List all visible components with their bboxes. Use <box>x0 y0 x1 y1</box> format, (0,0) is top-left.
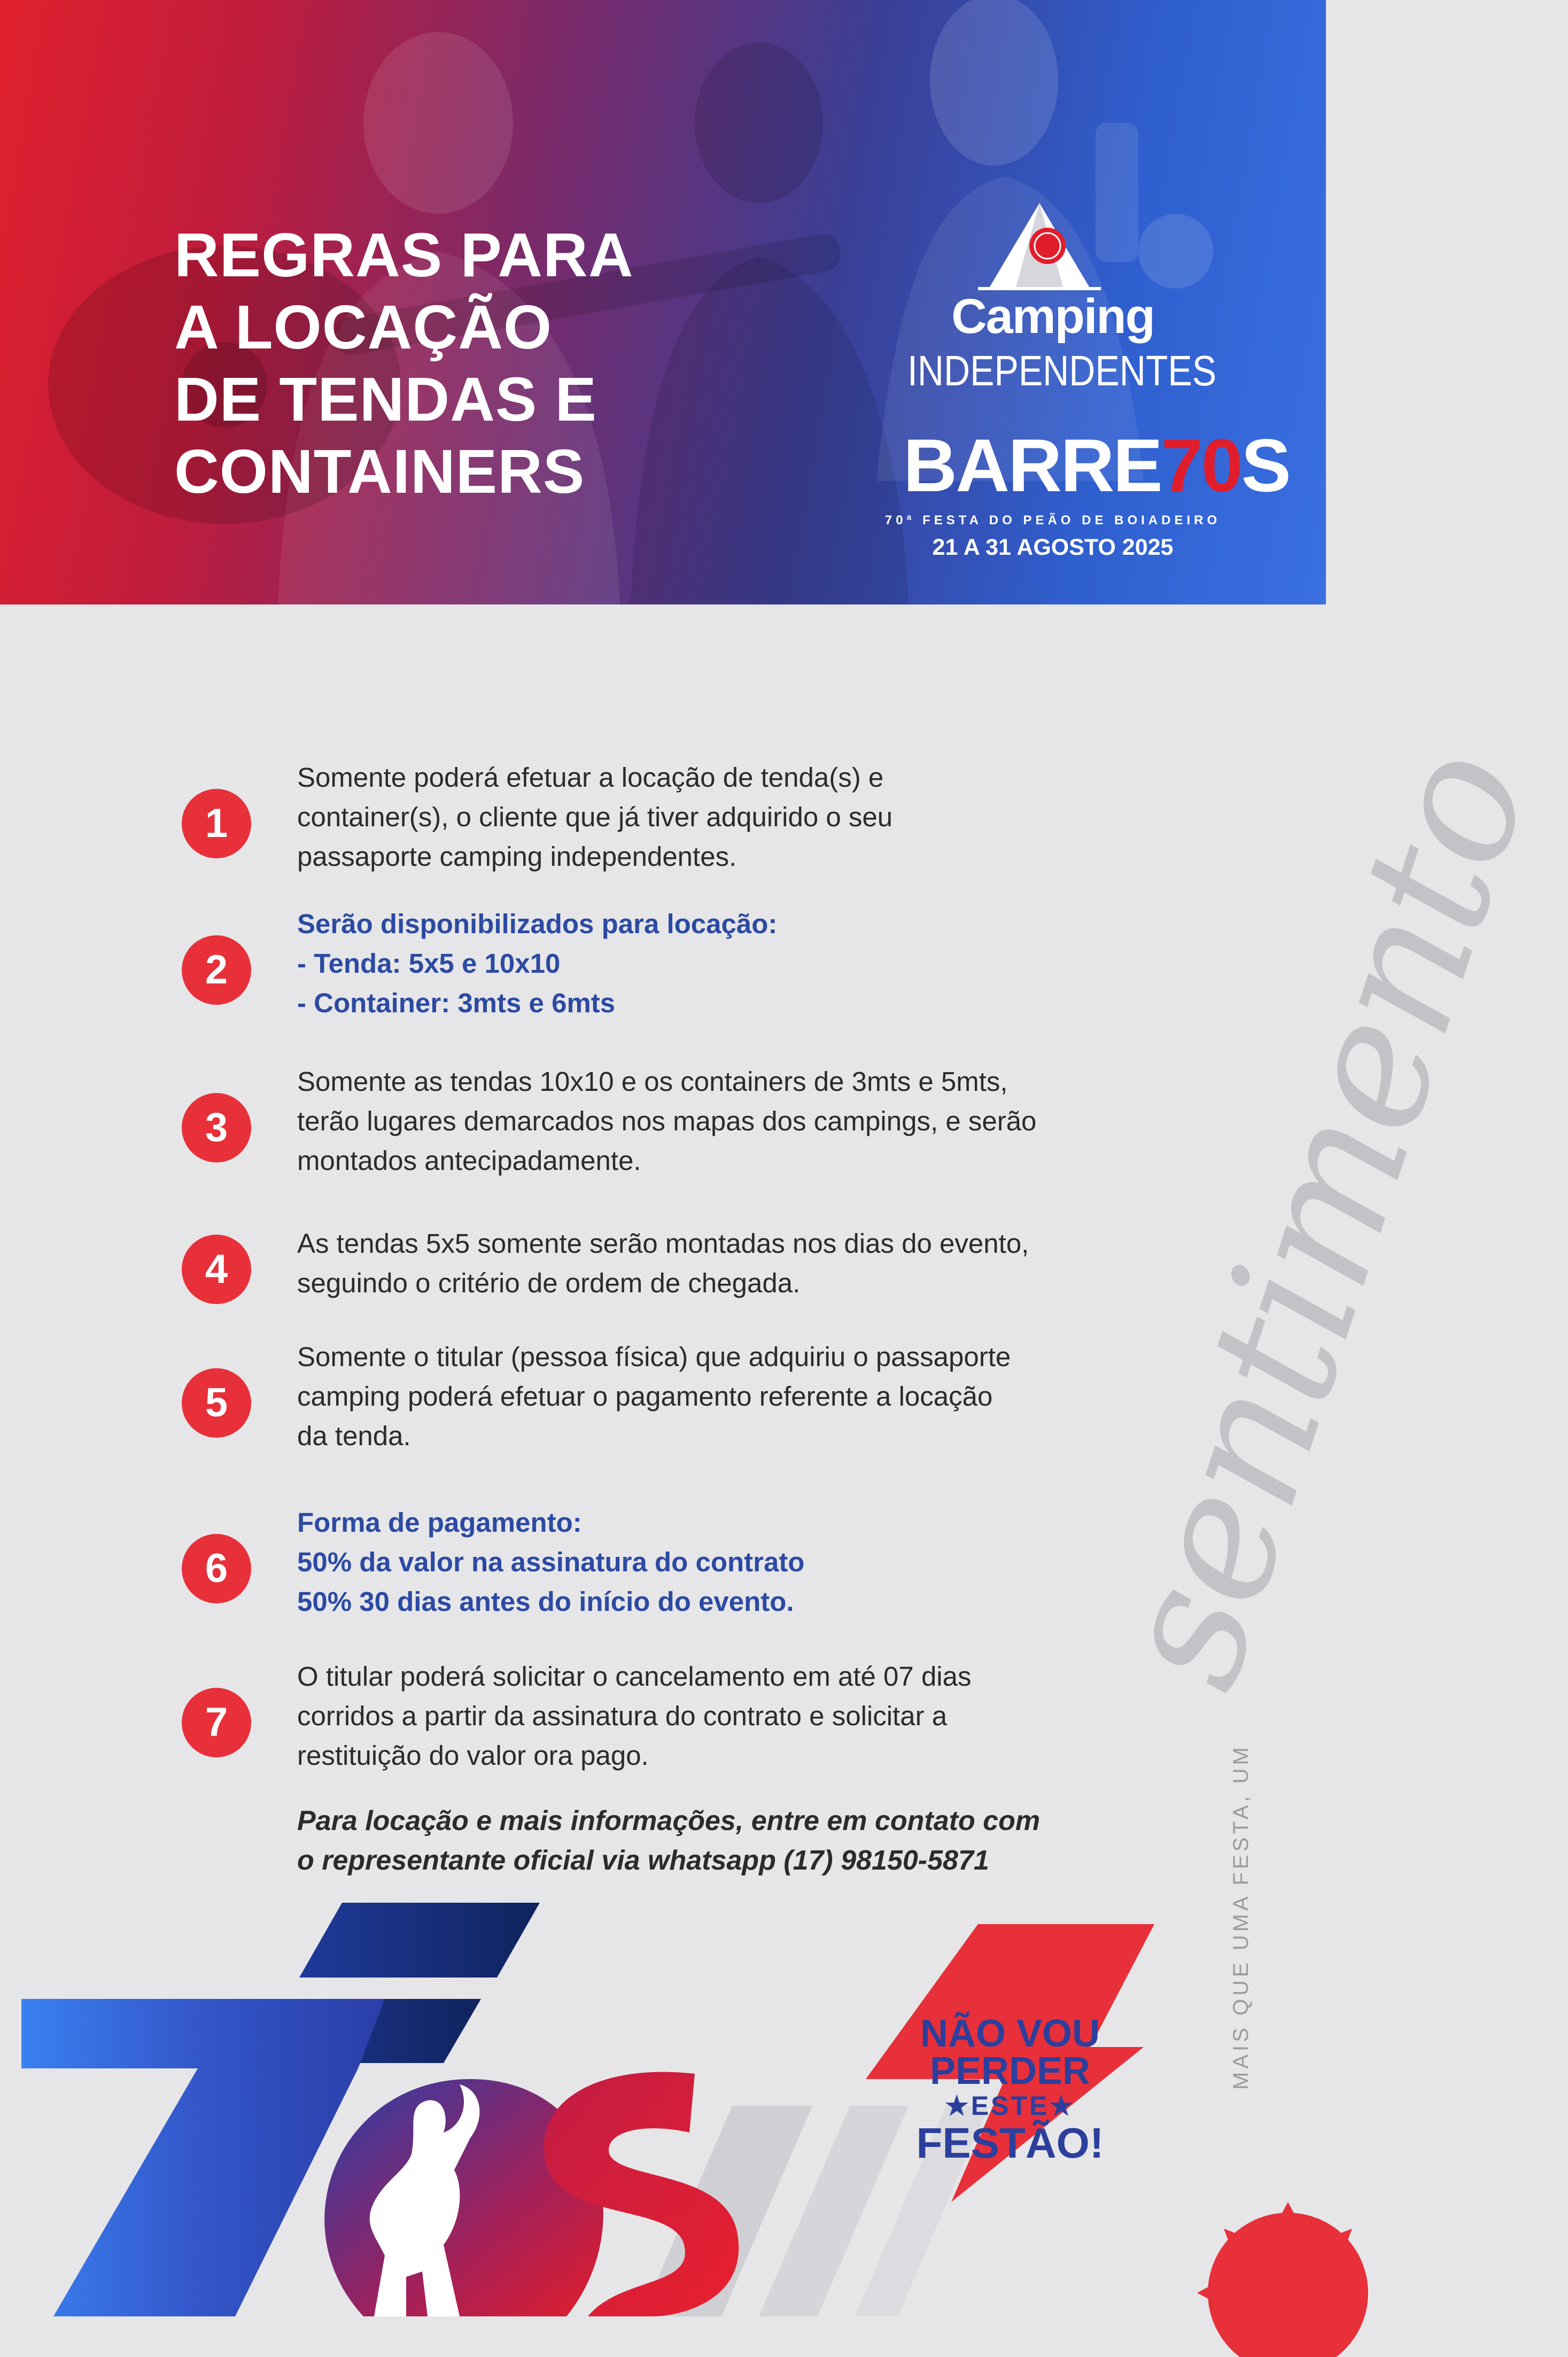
rule-line: O titular poderá solicitar o cancelamento em até 07 dias <box>297 1661 972 1692</box>
side-slogan: MAIS QUE UMA FESTA, UM <box>1229 1744 1253 2090</box>
rule-text <box>297 1503 1125 1622</box>
rule-text <box>297 758 1125 877</box>
rule-line: restituição do valor ora pago. <box>297 1740 649 1771</box>
rule-line: - Tenda: 5x5 e 10x10 <box>297 948 561 979</box>
rule-line: 50% 30 dias antes do início do evento. <box>297 1586 794 1617</box>
rule-line: Somente as tendas 10x10 e os containers de 3mts e 5mts, <box>297 1066 1008 1097</box>
rule-line: da tenda. <box>297 1421 411 1451</box>
contact-line: Para locação e mais informações, entre em contato com <box>297 1805 1041 1836</box>
logo-camping-text: Camping <box>951 289 1154 344</box>
page-title <box>174 219 634 508</box>
rule-line: Serão disponibilizados para locação: <box>297 909 778 939</box>
sunburst-decoration <box>1192 2197 1352 2357</box>
event-dates: 21 A 31 AGOSTO 2025 <box>932 534 1174 560</box>
rule-line: Somente o titular (pessoa física) que adquiriu o passaporte <box>297 1342 1011 1372</box>
contact-line: o representante oficial via whatsapp (17) 98150-5871 <box>297 1845 989 1876</box>
rule-number-badge: 2 <box>182 935 251 1005</box>
rule-text <box>297 1062 1125 1181</box>
logo-barretos-text <box>903 422 1290 509</box>
badge-line: FESTÃO! <box>916 2119 1104 2167</box>
badge-line: NÃO VOU <box>920 2012 1100 2055</box>
rule-line: As tendas 5x5 somente serão montadas nos dias do evento, <box>297 1228 1029 1259</box>
rule-line: camping poderá efetuar o pagamento referente a locação <box>297 1381 993 1412</box>
rule-number-badge: 7 <box>182 1688 251 1757</box>
rule-number-badge: 3 <box>182 1093 251 1162</box>
rule-text <box>297 1657 1125 1775</box>
rule-line: - Container: 3mts e 6mts <box>297 988 616 1018</box>
rule-line: seguindo o critério de ordem de chegada. <box>297 1268 801 1298</box>
rule-line: container(s), o cliente que já tiver adquirido o seu <box>297 802 893 832</box>
tent-icon <box>978 198 1101 294</box>
rule-line: Somente poderá efetuar a locação de tenda(s) e <box>297 762 884 793</box>
badge-line: ★ESTE★ <box>944 2091 1076 2121</box>
logo-barretos-suffix: S <box>1241 423 1290 507</box>
sentimento-watermark: sentimento <box>1074 727 1568 1710</box>
rule-number-badge: 6 <box>182 1534 251 1603</box>
logo-festa-text: 70ª FESTA DO PEÃO DE BOIADEIRO <box>884 513 1221 528</box>
rule-line: 50% da valor na assinatura do contrato <box>297 1547 805 1577</box>
rule-number-badge: 5 <box>182 1368 251 1438</box>
rule-line: terão lugares demarcados nos mapas dos campings, e serão <box>297 1106 1037 1136</box>
rule-line: corridos a partir da assinatura do contrato e solicitar a <box>297 1701 948 1731</box>
rule-text <box>297 1337 1125 1456</box>
camping-independentes-logo <box>882 198 1290 572</box>
rule-line: montados antecipadamente. <box>297 1145 641 1176</box>
title-line: DE TENDAS E <box>174 365 597 434</box>
contact-info <box>297 1801 1040 1880</box>
logo-independentes-text: INDEPENDENTES <box>907 347 1217 394</box>
title-line: CONTAINERS <box>174 437 585 506</box>
badge-line: PERDER <box>929 2050 1091 2092</box>
title-line: REGRAS PARA <box>174 220 634 290</box>
rule-line: Forma de pagamento: <box>297 1507 582 1538</box>
rule-line: passaporte camping independentes. <box>297 841 737 872</box>
rule-text <box>297 904 1125 1023</box>
rule-number-badge: 4 <box>182 1235 251 1304</box>
hero-banner <box>0 0 1326 604</box>
rule-number-badge: 1 <box>182 789 251 858</box>
badge-slogan <box>866 2012 1154 2167</box>
title-line: A LOCAÇÃO <box>174 292 553 362</box>
logo-barretos-accent: 70 <box>1161 423 1241 507</box>
logo-barretos-prefix: BARRE <box>903 423 1161 507</box>
rule-text <box>297 1224 1125 1303</box>
